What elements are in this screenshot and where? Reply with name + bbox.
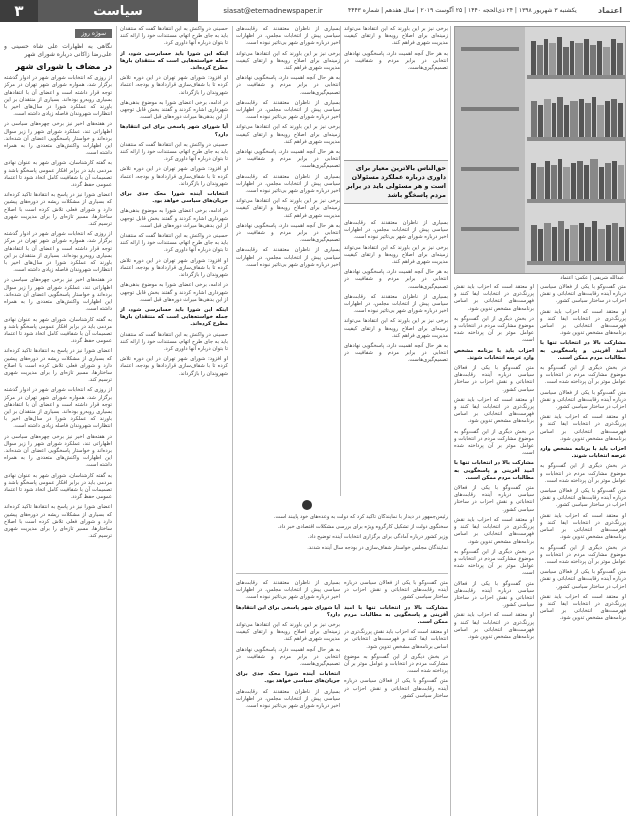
left-column (4, 26, 112, 816)
paragraph: او معتقد است که احزاب باید نقش پررنگ‌تری در انتخابات ایفا کنند و فهرست‌های انتخاباتی بر اساس برنامه‌های مشخص تدوین شود. (454, 516, 534, 545)
paragraph: متن گفت‌وگو با یکی از فعالان سیاسی درباره آینده رقابت‌های انتخاباتی و نقش احزاب در ساختار سیاسی کشور. (344, 678, 448, 699)
dateline: یکشنبه ۳ شهریور ۱۳۹۸ | ۲۴ ذی‌الحجه ۱۴۴۰ | ۲۵ آگوست ۲۰۱۹ | سال هفدهم | شماره ۴۴۴۳ (348, 0, 590, 22)
paragraph: به گفته کارشناسان، شورای شهر به عنوان نهادی مردمی باید در برابر افکار عمومی پاسخگو باشد و تصمیمات آن با شفافیت کامل اتخاذ شود تا اعتماد عمومی حفظ گردد. (4, 316, 112, 345)
page-number: ۳ (0, 0, 38, 22)
left-headline: در مضاف با شورای شهر (15, 62, 112, 72)
bookshelf-image (455, 27, 626, 274)
paragraph: او معتقد است که احزاب باید نقش پررنگ‌تری در انتخابات ایفا کنند و فهرست‌های انتخاباتی بر اساس برنامه‌های مشخص تدوین شود. (540, 414, 626, 442)
paragraph: متن گفت‌وگو با یکی از فعالان سیاسی درباره آینده رقابت‌های انتخاباتی و نقش احزاب در ساختار سیاسی کشور. (454, 580, 534, 609)
paragraph: برخی نیز بر این باورند که این انتقادها می‌تواند زمینه‌ای برای اصلاح رویه‌ها و ارتقای کیفیت مدیریت شهری فراهم کند. (236, 198, 340, 219)
paragraph: در هفته‌های اخیر نیز برخی چهره‌های سیاسی در اظهاراتی تند، عملکرد شورای شهر را زیر سوال برده‌اند و خواستار پاسخگویی اعضای آن شده‌اند. این اظهارات واکنش‌های متعددی را به همراه داشته است. (4, 121, 112, 157)
paragraph: در بخش دیگری از این گفت‌وگو به موضوع مشارکت مردم در انتخابات و عوامل موثر بر آن پرداخته شده است. (454, 548, 534, 577)
paragraph: اعضای شورا نیز در پاسخ به انتقادها تاکید کرده‌اند که بسیاری از مشکلات ریشه در دوره‌های پیشین دارد و شورای فعلی تلاش کرده است با اصلاح ساختارها، مسیر تازه‌ای را برای مدیریت شهری ترسیم کند. (4, 192, 112, 228)
paragraph: متن گفت‌وگو با یکی از فعالان سیاسی درباره آینده رقابت‌های انتخاباتی و نقش احزاب در ساختار سیاسی کشور. (540, 284, 626, 305)
paragraph: به هر حال آنچه اهمیت دارد، پاسخگویی نهادهای انتخابی در برابر مردم و شفافیت در تصمیم‌گیری‌هاست. (236, 75, 340, 96)
center-bottom-left (236, 580, 340, 816)
paragraph: بسیاری از ناظران معتقدند که رقابت‌های سیاسی پیش از انتخابات مجلس، در اظهارات اخیر درباره شورای شهر بی‌تاثیر نبوده است. (344, 293, 448, 315)
paragraph: در بخش دیگری از این گفت‌وگو به موضوع مشارکت مردم در انتخابات و عوامل موثر بر آن پرداخته شده است. (540, 544, 626, 565)
paragraph: او معتقد است که احزاب باید نقش پررنگ‌تری در انتخابات ایفا کنند و فهرست‌های انتخاباتی بر اساس برنامه‌های مشخص تدوین شود. (344, 629, 448, 650)
paragraph: برخی نیز بر این باورند که این انتقادها می‌تواند زمینه‌ای برای اصلاح رویه‌ها و ارتقای کیفیت مدیریت شهری فراهم کند. (236, 622, 340, 643)
section-email: siasat@etemadnewspaper.ir (198, 0, 348, 22)
news-item: وزیر کشور درباره آمادگی برای برگزاری انتخابات آینده توضیح داد. (307, 534, 448, 541)
column-tag: سوژه روز (75, 29, 112, 38)
paragraph: در بخش دیگری از این گفت‌وگو به موضوع مشارکت مردم در انتخابات و عوامل موثر بر آن پرداخته شده است. (344, 653, 448, 675)
paragraph: اعضای شورا نیز در پاسخ به انتقادها تاکید کرده‌اند که بسیاری از مشکلات ریشه در دوره‌های پیشین دارد و شورای فعلی تلاش کرده است با اصلاح ساختارها، مسیر تازه‌ای را برای مدیریت شهری ترسیم کند. (4, 348, 112, 384)
paragraph: او معتقد است که احزاب باید نقش پررنگ‌تری در انتخابات ایفا کنند و فهرست‌های انتخاباتی بر اساس برنامه‌های مشخص تدوین شود. (540, 512, 626, 541)
bold-line: آیا شورای شهر پاسخی برای این انتقادها دارد؟ (236, 604, 340, 618)
newspaper-logo: اعتماد (590, 0, 630, 22)
middle-right-column-c (344, 220, 448, 496)
paragraph: او معتقد است که احزاب باید نقش پررنگ‌تری در انتخابات ایفا کنند و فهرست‌های انتخاباتی بر اساس برنامه‌های مشخص تدوین شود. (454, 284, 534, 312)
paragraph: در بخش دیگری از این گفت‌وگو به موضوع مشارکت مردم در انتخابات و عوامل موثر بر آن پرداخته شده است. (454, 315, 534, 344)
paragraph: در هفته‌های اخیر نیز برخی چهره‌های سیاسی در اظهاراتی تند، عملکرد شورای شهر را زیر سوال برده‌اند و خواستار پاسخگویی اعضای آن شده‌اند. این اظهارات واکنش‌های متعددی را به همراه داشته است. (4, 277, 112, 313)
paragraph: متن گفت‌وگو با یکی از فعالان سیاسی درباره آینده رقابت‌های انتخاباتی و نقش احزاب در ساختار سیاسی کشور. (540, 488, 626, 509)
paragraph: او معتقد است که احزاب باید نقش پررنگ‌تری در انتخابات ایفا کنند و فهرست‌های انتخاباتی بر اساس برنامه‌های مشخص تدوین شود. (454, 612, 534, 640)
paragraph: به هر حال آنچه اهمیت دارد، پاسخگویی نهادهای انتخابی در برابر مردم و شفافیت در تصمیم‌گیری‌هاست. (344, 50, 448, 72)
paragraph: برخی نیز بر این باورند که این انتقادها می‌تواند زمینه‌ای برای اصلاح رویه‌ها و ارتقای کیفیت مدیریت شهری فراهم کند. (344, 26, 448, 47)
paragraph: بسیاری از ناظران معتقدند که رقابت‌های سیاسی پیش از انتخابات مجلس، در اظهارات اخیر درباره شورای شهر بی‌تاثیر نبوده است. (236, 173, 340, 195)
bold-line: مشارکت بالا در انتخابات تنها با امید آفرینی و پاسخگویی به مطالبات مردم ممکن است. (454, 460, 534, 481)
bold-line: احزاب باید با برنامه مشخص وارد عرصه انتخابات شوند. (454, 347, 534, 361)
paragraph: در بخش دیگری از این گفت‌وگو به موضوع مشارکت مردم در انتخابات و عوامل موثر بر آن پرداخته شده است. (540, 365, 626, 386)
paragraph: متن گفت‌وگو با یکی از فعالان سیاسی درباره آینده رقابت‌های انتخاباتی و نقش احزاب در ساختار سیاسی کشور. (540, 569, 626, 590)
paragraph: او افزود: شورای شهر تهران در این دوره تلاش کرده تا با شفاف‌سازی قراردادها و بودجه، اعتماد شهروندان را بازگرداند. (120, 356, 228, 377)
paragraph: برخی نیز بر این باورند که این انتقادها می‌تواند زمینه‌ای برای اصلاح رویه‌ها و ارتقای کیفیت مدیریت شهری فراهم کند. (236, 50, 340, 72)
paragraph: به هر حال آنچه اهمیت دارد، پاسخگویی نهادهای انتخابی در برابر مردم و شفافیت در تصمیم‌گیری‌هاست. (344, 343, 448, 364)
paragraph: از روزی که انتخابات شورای شهر در ادوار گذشته برگزار شد، همواره شورای شهر تهران در مرکز توجه قرار داشته است و اعضای آن با انتقادهای بسیاری روبه‌رو بوده‌اند. بسیاری از منتقدان بر این باورند که عملکرد شورا در سال‌های اخیر با انتظارات شهروندان فاصله زیادی داشته است. (4, 75, 112, 118)
paragraph: برخی نیز بر این باورند که این انتقادها می‌تواند زمینه‌ای برای اصلاح رویه‌ها و ارتقای کیفیت مدیریت شهری فراهم کند. (344, 244, 448, 266)
center-bottom-right (344, 580, 448, 816)
paragraph: او معتقد است که احزاب باید نقش پررنگ‌تری در انتخابات ایفا کنند و فهرست‌های انتخاباتی بر اساس برنامه‌های مشخص تدوین شود. (540, 593, 626, 622)
paragraph: متن گفت‌وگو با یکی از فعالان سیاسی درباره آینده رقابت‌های انتخاباتی و نقش احزاب در ساختار سیاسی کشور. (454, 485, 534, 513)
paragraph: بسیاری از ناظران معتقدند که رقابت‌های سیاسی پیش از انتخابات مجلس، در اظهارات اخیر درباره شورای شهر بی‌تاثیر نبوده است. (236, 99, 340, 121)
paragraph: بسیاری از ناظران معتقدند که رقابت‌های سیاسی پیش از انتخابات مجلس، در اظهارات اخیر درباره شورای شهر بی‌تاثیر نبوده است. (236, 580, 340, 601)
paragraph: حسینی در واکنش به این انتقادها گفت که منتقدان باید به جای طرح اتهام، مستندات خود را ارائه کنند تا بتوان درباره آنها داوری کرد. (120, 233, 228, 254)
paragraph: برخی نیز بر این باورند که این انتقادها می‌تواند زمینه‌ای برای اصلاح رویه‌ها و ارتقای کیفیت مدیریت شهری فراهم کند. (344, 318, 448, 339)
bold-line: اینکه این شورا باید حسابرسی شود، از جمله خواسته‌هایی است که منتقدان بارها مطرح کرده‌اند. (120, 50, 228, 72)
column-divider (116, 26, 117, 816)
paragraph: در بخش دیگری از این گفت‌وگو به موضوع مشارکت مردم در انتخابات و عوامل موثر بر آن پرداخته شده است. (540, 463, 626, 484)
bold-line: احزاب باید با برنامه مشخص وارد عرصه انتخابات شوند. (540, 446, 626, 460)
bold-line: انتخابات آینده شورا محک جدی برای جریان‌های سیاسی خواهد بود. (120, 191, 228, 205)
bold-line: اینکه این شورا باید حسابرسی شود، از جمله خواسته‌هایی است که منتقدان بارها مطرح کرده‌اند. (120, 306, 228, 328)
paragraph: به گفته کارشناسان، شورای شهر به عنوان نهادی مردمی باید در برابر افکار عمومی پاسخگو باشد و تصمیمات آن با شفافیت کامل اتخاذ شود تا اعتماد عمومی حفظ گردد. (4, 160, 112, 189)
paragraph: متن گفت‌وگو با یکی از فعالان سیاسی درباره آینده رقابت‌های انتخاباتی و نقش احزاب در ساختار سیاسی کشور. (540, 389, 626, 411)
bold-line: مشارکت بالا در انتخابات تنها با امید آفرینی و پاسخگویی به مطالبات مردم ممکن است. (540, 340, 626, 361)
column-divider (232, 26, 233, 816)
photo-caption: عبدالله شریفی | عکس: اعتماد (560, 275, 624, 281)
paragraph: او معتقد است که احزاب باید نقش پررنگ‌تری در انتخابات ایفا کنند و فهرست‌های انتخاباتی بر اساس برنامه‌های مشخص تدوین شود. (540, 308, 626, 337)
news-item: رئیس‌جمهور در دیدار با نمایندگان تاکید کرد که دولت به وعده‌های خود پایبند است. (273, 514, 448, 520)
right-column-a (540, 284, 626, 816)
paragraph: به هر حال آنچه اهمیت دارد، پاسخگویی نهادهای انتخابی در برابر مردم و شفافیت در تصمیم‌گیری‌هاست. (344, 269, 448, 290)
left-subhead: نگاهی به اظهارات علی شاه حسینی و علی‌رضا زاکانی درباره شورای شهر (4, 43, 112, 59)
paragraph: اعضای شورا نیز در پاسخ به انتقادها تاکید کرده‌اند که بسیاری از مشکلات ریشه در دوره‌های پیشین دارد و شورای فعلی تلاش کرده است با اصلاح ساختارها، مسیر تازه‌ای را برای مدیریت شهری ترسیم کند. (4, 504, 112, 540)
paragraph: او معتقد است که احزاب باید نقش پررنگ‌تری در انتخابات ایفا کنند و فهرست‌های انتخاباتی بر اساس برنامه‌های مشخص تدوین شود. (454, 396, 534, 425)
bookshelf-photo (454, 26, 626, 274)
paragraph: در ادامه، برخی اعضای شورا به موضوع بدهی‌های شهرداری اشاره کردند و گفتند بخش قابل توجهی از این بدهی‌ها میراث دوره‌های قبل است. (120, 99, 228, 121)
paragraph: حسینی در واکنش به این انتقادها گفت که منتقدان باید به جای طرح اتهام، مستندات خود را ارائه کنند تا بتوان درباره آنها داوری کرد. (120, 26, 228, 47)
column-divider (340, 26, 341, 496)
paragraph: بسیاری از ناظران معتقدند که رقابت‌های سیاسی پیش از انتخابات مجلس، در اظهارات اخیر درباره شورای شهر بی‌تاثیر نبوده است. (344, 220, 448, 241)
paragraph: متن گفت‌وگو با یکی از فعالان سیاسی درباره آینده رقابت‌های انتخاباتی و نقش احزاب در ساختار سیاسی کشور. (344, 580, 448, 601)
paragraph: از روزی که انتخابات شورای شهر در ادوار گذشته برگزار شد، همواره شورای شهر تهران در مرکز توجه قرار داشته است و اعضای آن با انتقادهای بسیاری روبه‌رو بوده‌اند. بسیاری از منتقدان بر این باورند که عملکرد شورا در سال‌های اخیر با انتظارات شهروندان فاصله زیادی داشته است. (4, 387, 112, 430)
paragraph: حسینی در واکنش به این انتقادها گفت که منتقدان باید به جای طرح اتهام، مستندات خود را ارائه کنند تا بتوان درباره آنها داوری کرد. (120, 141, 228, 163)
paragraph: در بخش دیگری از این گفت‌وگو به موضوع مشارکت مردم در انتخابات و عوامل موثر بر آن پرداخته شده است. (454, 428, 534, 457)
page-header (0, 0, 630, 22)
column-divider (450, 26, 451, 816)
paragraph: در ادامه، برخی اعضای شورا به موضوع بدهی‌های شهرداری اشاره کردند و گفتند بخش قابل توجهی از این بدهی‌ها میراث دوره‌های قبل است. (120, 208, 228, 229)
middle-right-column (236, 26, 340, 496)
paragraph: او افزود: شورای شهر تهران در این دوره تلاش کرده تا با شفاف‌سازی قراردادها و بودجه، اعتماد شهروندان را بازگرداند. (120, 257, 228, 279)
news-item: سخنگوی دولت از تشکیل کارگروه ویژه برای بررسی مشکلات اقتصادی خبر داد. (277, 524, 448, 531)
paragraph: برخی نیز بر این باورند که این انتقادها می‌تواند زمینه‌ای برای اصلاح رویه‌ها و ارتقای کیفیت مدیریت شهری فراهم کند. (236, 124, 340, 145)
bold-line: آیا شورای شهر پاسخی برای این انتقادها دارد؟ (120, 124, 228, 138)
section-marker-icon (302, 500, 312, 510)
paragraph: به هر حال آنچه اهمیت دارد، پاسخگویی نهادهای انتخابی در برابر مردم و شفافیت در تصمیم‌گیری‌هاست. (236, 646, 340, 668)
paragraph: بسیاری از ناظران معتقدند که رقابت‌های سیاسی پیش از انتخابات مجلس، در اظهارات اخیر درباره شورای شهر بی‌تاثیر نبوده است. (236, 26, 340, 47)
paragraph: متن گفت‌وگو با یکی از فعالان سیاسی درباره آینده رقابت‌های انتخاباتی و نقش احزاب در ساختار سیاسی کشور. (454, 365, 534, 393)
paragraph: به هر حال آنچه اهمیت دارد، پاسخگویی نهادهای انتخابی در برابر مردم و شفافیت در تصمیم‌گیری‌هاست. (236, 149, 340, 170)
center-news-box (236, 514, 448, 574)
right-column-b (454, 284, 534, 816)
paragraph: او افزود: شورای شهر تهران در این دوره تلاش کرده تا با شفاف‌سازی قراردادها و بودجه، اعتماد شهروندان را بازگرداند. (120, 75, 228, 96)
bold-line: انتخابات آینده شورا محک جدی برای جریان‌های سیاسی خواهد بود. (236, 671, 340, 685)
paragraph: از روزی که انتخابات شورای شهر در ادوار گذشته برگزار شد، همواره شورای شهر تهران در مرکز توجه قرار داشته است و اعضای آن با انتقادهای بسیاری روبه‌رو بوده‌اند. بسیاری از منتقدان بر این باورند که عملکرد شورا در سال‌های اخیر با انتظارات شهروندان فاصله زیادی داشته است. (4, 231, 112, 274)
paragraph: به گفته کارشناسان، شورای شهر به عنوان نهادی مردمی باید در برابر افکار عمومی پاسخگو باشد و تصمیمات آن با شفافیت کامل اتخاذ شود تا اعتماد عمومی حفظ گردد. (4, 472, 112, 501)
paragraph: او افزود: شورای شهر تهران در این دوره تلاش کرده تا با شفاف‌سازی قراردادها و بودجه، اعتماد شهروندان را بازگرداند. (120, 166, 228, 187)
pull-quote: حق‌الناس بالاترین معیار برای داوری درباره عملکرد مسئولان است و هر مسئولی باید در برابر مردم پاسخگو باشد (344, 160, 448, 204)
paragraph: بسیاری از ناظران معتقدند که رقابت‌های سیاسی پیش از انتخابات مجلس، در اظهارات اخیر درباره شورای شهر بی‌تاثیر نبوده است. (236, 688, 340, 710)
paragraph: بسیاری از ناظران معتقدند که رقابت‌های سیاسی پیش از انتخابات مجلس، در اظهارات اخیر درباره شورای شهر بی‌تاثیر نبوده است. (236, 247, 340, 268)
bold-line: مشارکت بالا در انتخابات تنها با امید آفرینی و پاسخگویی به مطالبات مردم ممکن است. (344, 604, 448, 626)
paragraph: به هر حال آنچه اهمیت دارد، پاسخگویی نهادهای انتخابی در برابر مردم و شفافیت در تصمیم‌گیری‌هاست. (236, 222, 340, 244)
paragraph: در ادامه، برخی اعضای شورا به موضوع بدهی‌های شهرداری اشاره کردند و گفتند بخش قابل توجهی از این بدهی‌ها میراث دوره‌های قبل است. (120, 282, 228, 303)
middle-left-column (120, 26, 228, 816)
column-divider (537, 284, 538, 816)
paragraph: حسینی در واکنش به این انتقادها گفت که منتقدان باید به جای طرح اتهام، مستندات خود را ارائه کنند تا بتوان درباره آنها داوری کرد. (120, 331, 228, 352)
paragraph: در هفته‌های اخیر نیز برخی چهره‌های سیاسی در اظهاراتی تند، عملکرد شورای شهر را زیر سوال برده‌اند و خواستار پاسخگویی اعضای آن شده‌اند. این اظهارات واکنش‌های متعددی را به همراه داشته است. (4, 433, 112, 469)
news-item: نمایندگان مجلس خواستار شفاف‌سازی در بودجه سال آینده شدند. (307, 544, 448, 551)
section-title: سیاست (38, 0, 198, 22)
